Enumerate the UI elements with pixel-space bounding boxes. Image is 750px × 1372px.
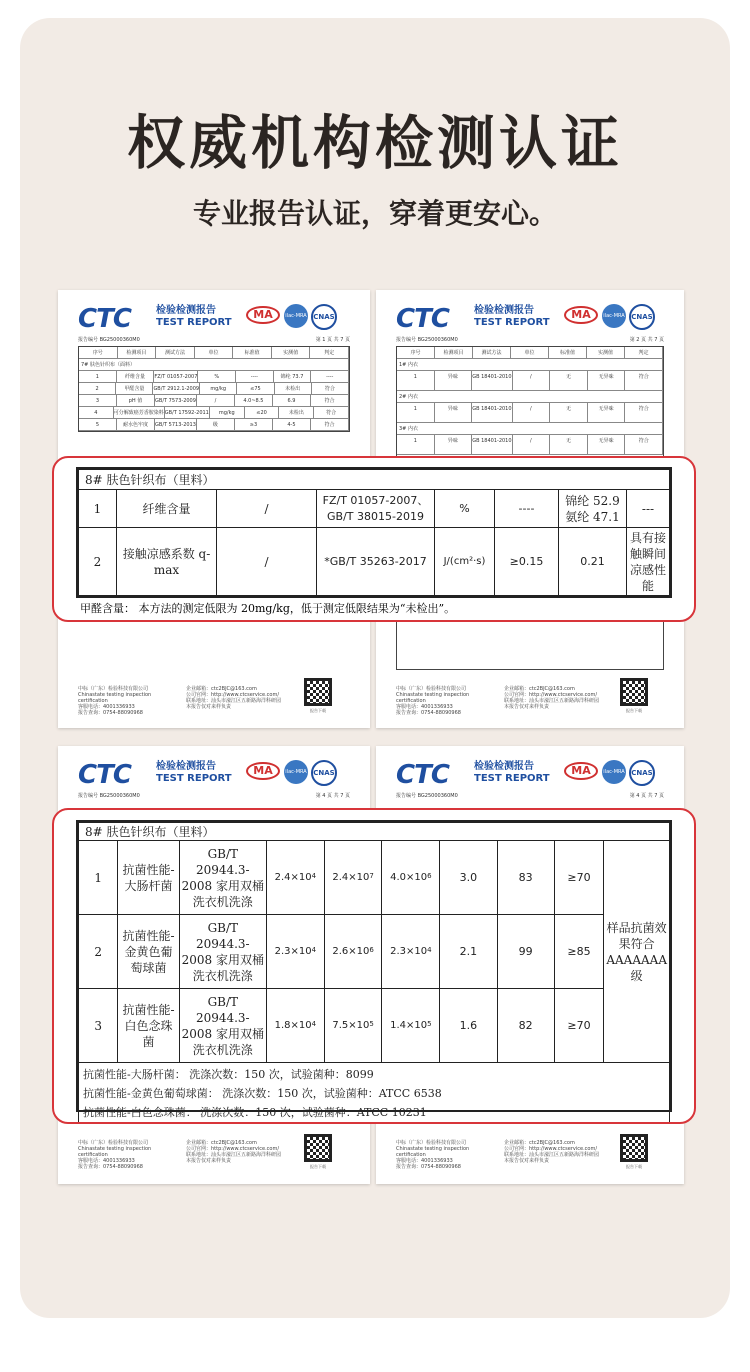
report-page-4: CTC 检验检测报告 TEST REPORT MA ilac-MRA CNAS 报告编号 BG25000360M0 第 4 页 共 7 页 中标（广东）检验科技有限公司 Chinastate testing inspection certification 客服电话：4001336933 报告查询：0754-88090968 企业邮箱：ctc2BJC@163.com 公司官网：http://www.ctcservice.com/ 联系地址：汕头市濠江区五新路海洋科研园 本报告仅对来样负责 报告下载: [376, 746, 684, 1184]
table-row: 3 抗菌性能-白色念珠菌 GB/T 20944.3-2008 家用双桶洗衣机洗涤 $1.8\times 10^4$ $7.5\times 10^5$ $1.4\times 10^5$ 1.6 82 ≥70: [79, 989, 670, 1063]
qr-code-icon: [304, 1134, 332, 1162]
ma-stamp-icon: MA: [246, 306, 280, 324]
table-section: 8# 肤色针织布（里料）: [79, 823, 670, 841]
qr-code-icon: [304, 678, 332, 706]
table-row: 1 纤维含量 FZ/T 01057-2007 % ---- 锦纶 73.7 ----: [79, 371, 349, 383]
table-row: 1 异味 GB 18401-2010 / 无 无异味 符合: [397, 435, 663, 455]
report-header: [396, 760, 672, 790]
report-header: [78, 760, 358, 790]
table-section: 8# 肤色针织布（里料）: [79, 470, 670, 490]
report-meta: [396, 792, 664, 799]
table-section: 2# 内衣: [397, 391, 663, 403]
ctc-logo: CTC: [78, 304, 131, 334]
table-row: 1 异味 GB 18401-2010 / 无 无异味 符合: [397, 371, 663, 391]
page-subtitle: 专业报告认证，穿着更安心。: [192, 197, 557, 230]
ilac-stamp-icon: ilac-MRA: [284, 760, 308, 784]
report-title-en: TEST REPORT: [156, 317, 232, 328]
report-number: 报告编号 BG25000360M0: [78, 793, 140, 799]
report-title-cn: 检验检测报告: [474, 305, 534, 316]
report-title-cn: 检验检测报告: [156, 761, 216, 772]
table-note: [79, 1063, 670, 1123]
report-title-en: TEST REPORT: [474, 773, 550, 784]
table-row: 2 抗菌性能-金黄色葡萄球菌 GB/T 20944.3-2008 家用双桶洗衣机洗涤 $2.3\times 10^4$ $2.6\times 10^6$ $2.3\times 10^4$ 2.1 99 ≥85: [79, 915, 670, 989]
ctc-logo: CTC: [78, 760, 131, 790]
report-meta: [78, 792, 350, 799]
table-row: 1 异味 GB 18401-2010 / 无 无异味 符合: [397, 403, 663, 423]
ctc-logo: CTC: [396, 760, 449, 790]
cnas-stamp-icon: CNAS: [629, 304, 655, 330]
report-title-en: TEST REPORT: [474, 317, 550, 328]
page-indicator: 第 4 页 共 7 页: [315, 793, 350, 799]
report-title-en: TEST REPORT: [156, 773, 232, 784]
table-row: 2 甲醛含量 GB/T 2912.1-2009 mg/kg ≤75 未检出 符合: [79, 383, 349, 395]
table-row: 1 纤维含量 / FZ/T 01057-2007、GB/T 38015-2019 % ---- 锦纶 52.9 氨纶 47.1 ---: [79, 490, 670, 528]
qr-code-icon: [620, 1134, 648, 1162]
report-page-1: CTC 检验检测报告 TEST REPORT MA ilac-MRA CNAS 报告编号 BG25000360M0 第 1 页 共 7 页 序号 检测项目 测试方法 单位 标准值 实测值 判定 7# 肤色针织布（面料） 1 纤维含量 FZ/T 01057-2007 % ---- 锦纶 73.7 ---- 2 甲醛含量 GB/T 2912.1-2009 mg/kg ≤75 未检出 符合 3 pH 值 GB/T 7573-2009 / 4.0~8.5 6.9 符合 4 可分解致癌芳香胺染料 GB/T 17592-2011 mg/kg ≤20 未检出 符合 5 耐水色牢度 GB/T 5713-2013 级 ≥3 4-5 符合 中标（广东）检验科技有限公司 Chinastate testing inspection certification 客服电话：4001336933 报告查询：0754-88090968 企业邮箱：ctc2BJC@163.com 公司官网：http://www.ctcservice.com/ 联系地址：汕头市濠江区五新路海洋科研园 本报告仅对来样负责 报告下载: [58, 290, 370, 728]
report-title-cn: 检验检测报告: [156, 305, 216, 316]
report-meta: [396, 336, 664, 343]
page-title: 权威机构检测认证: [126, 109, 623, 177]
page-indicator: 第 1 页 共 7 页: [315, 337, 350, 343]
table-row: 4 可分解致癌芳香胺染料 GB/T 17592-2011 mg/kg ≤20 未检出 符合: [79, 407, 349, 419]
highlight-table: [76, 820, 672, 1119]
table-section: 7# 肤色针织布（面料）: [79, 359, 349, 371]
cnas-stamp-icon: CNAS: [629, 760, 655, 786]
table-row: 2 接触凉感系数 q-max / *GB/T 35263-2017 J/(cm²·s) ≥0.15 0.21 具有接触瞬间凉感性能: [79, 528, 670, 596]
ilac-stamp-icon: ilac-MRA: [284, 304, 308, 328]
ilac-stamp-icon: ilac-MRA: [602, 304, 626, 328]
report-number: 报告编号 BG25000360M0: [396, 337, 458, 343]
page-indicator: 第 4 页 共 7 页: [629, 793, 664, 799]
report-page-2: CTC 检验检测报告 TEST REPORT MA ilac-MRA CNAS 报告编号 BG25000360M0 第 2 页 共 7 页 序号 检测项目 测试方法 单位 标准值 实测值 判定 1# 内衣 1 异味 GB 18401-2010 / 无 无异味 符合 2# 内衣 1 异味 GB 18401-2010 / 无 无异味 符合 3# 内衣 1 异味 GB 18401-2010 / 无 无异味 符合 中标（广东）检验科技有限公司 Chinastate testing inspection certification 客服电话：4001336933 报告查询：0754-88090968 企业邮箱：ctc2BJC@163.com 公司官网：http://www.ctcservice.com/ 联系地址：汕头市濠江区五新路海洋科研园 本报告仅对来样负责 报告下载: [376, 290, 684, 728]
table-header: 序号 检测项目 测试方法 单位 标准值 实测值 判定: [397, 347, 663, 359]
highlight-panel-antibacterial: [52, 808, 696, 1124]
report-number: 报告编号 BG25000360M0: [78, 337, 140, 343]
antibacterial-judgement: 样品抗菌效果符合 AAAAAAA 级: [604, 841, 670, 1063]
report-page-3: CTC 检验检测报告 TEST REPORT MA ilac-MRA CNAS 报告编号 BG25000360M0 第 4 页 共 7 页 中标（广东）检验科技有限公司 Chinastate testing inspection certification 客服电话：4001336933 报告查询：0754-88090968 企业邮箱：ctc2BJC@163.com 公司官网：http://www.ctcservice.com/ 联系地址：汕头市濠江区五新路海洋科研园 本报告仅对来样负责 报告下载: [58, 746, 370, 1184]
ma-stamp-icon: MA: [564, 306, 598, 324]
ilac-stamp-icon: ilac-MRA: [602, 760, 626, 784]
table-section: 1# 内衣: [397, 359, 663, 371]
table-row: 3 pH 值 GB/T 7573-2009 / 4.0~8.5 6.9 符合: [79, 395, 349, 407]
formaldehyde-note: 甲醛含量： 本方法的测定低限为 20mg/kg，低于测定低限结果为“未检出”。: [80, 602, 456, 615]
note-line: 抗菌性能-白色念珠菌： 洗涤次数：150 次，试验菌种：ATCC 10231: [83, 1106, 427, 1119]
qr-code-icon: [620, 678, 648, 706]
cnas-stamp-icon: CNAS: [311, 760, 337, 786]
note-line: 抗菌性能-金黄色葡萄球菌： 洗涤次数：150 次，试验菌种：ATCC 6538: [83, 1087, 442, 1100]
report-number: 报告编号 BG25000360M0: [396, 793, 458, 799]
report-title-cn: 检验检测报告: [474, 761, 534, 772]
page-indicator: 第 2 页 共 7 页: [629, 337, 664, 343]
report-meta: [78, 336, 350, 343]
table-row: 1 抗菌性能-大肠杆菌 GB/T 20944.3-2008 家用双桶洗衣机洗涤 $2.4\times 10^4$ $2.4\times 10^7$ $4.0\times 10^6$ 3.0 83 ≥70 样品抗菌效果符合 AAAAAAA 级: [79, 841, 670, 915]
report-header: [396, 304, 672, 334]
ma-stamp-icon: MA: [564, 762, 598, 780]
highlight-panel-cooling: [52, 456, 696, 622]
table-row: 5 耐水色牢度 GB/T 5713-2013 级 ≥3 4-5 符合: [79, 419, 349, 431]
background-table: [78, 346, 350, 432]
note-line: 抗菌性能-大肠杆菌： 洗涤次数：150 次，试验菌种：8099: [83, 1068, 374, 1081]
cnas-stamp-icon: CNAS: [311, 304, 337, 330]
ctc-logo: CTC: [396, 304, 449, 334]
ma-stamp-icon: MA: [246, 762, 280, 780]
table-section: 3# 内衣: [397, 423, 663, 435]
report-header: [78, 304, 358, 334]
table-header: 序号 检测项目 测试方法 单位 标准值 实测值 判定: [79, 347, 349, 359]
highlight-table: [76, 467, 672, 598]
